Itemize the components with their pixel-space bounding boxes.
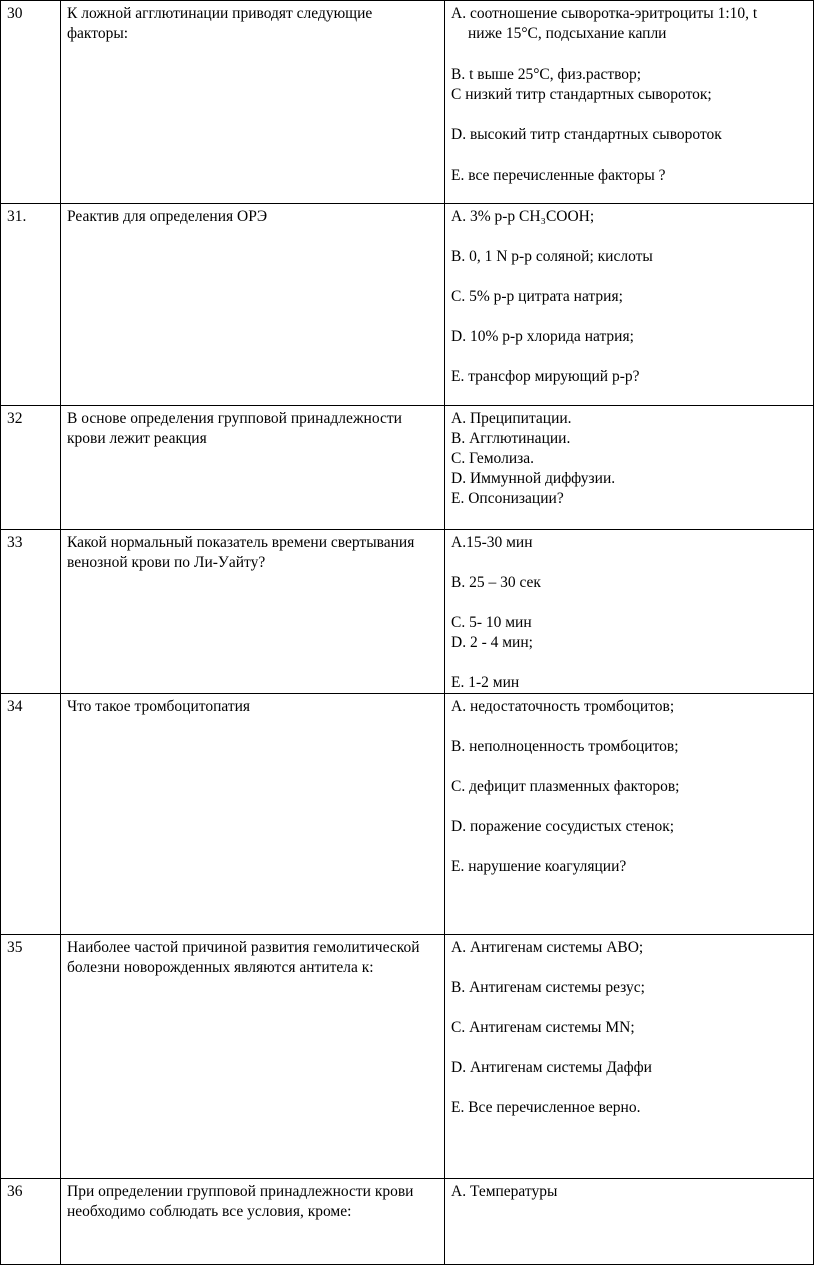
answer-option: B. Агглютинации.	[451, 430, 571, 447]
question-number: 32	[1, 406, 61, 530]
question-number: 30	[1, 1, 61, 204]
answer-option-continued: ниже 15°С, подсыхание капли	[468, 25, 667, 42]
answer-option: B. 0, 1 N р-р соляной; кислоты	[451, 248, 653, 265]
answer-option: E. 1-2 мин	[451, 674, 520, 691]
answer-option: E. Все перечисленное верно.	[451, 1099, 641, 1116]
answer-options	[445, 935, 814, 1179]
question-text: Что такое тромбоцитопатия	[61, 694, 445, 935]
question-number: 31.	[1, 204, 61, 406]
question-text: Реактив для определения ОРЭ	[61, 204, 445, 406]
answer-option: B. t выше 25°С, физ.раствор;	[451, 66, 642, 83]
table-row	[1, 1179, 814, 1265]
answer-option: A. соотношение сыворотка-эритроциты 1:10, t	[451, 5, 758, 22]
answer-option: A. недостаточность тромбоцитов;	[451, 698, 675, 715]
answer-option: B. неполноценность тромбоцитов;	[451, 738, 679, 755]
answer-option: D. Иммунной диффузии.	[451, 470, 616, 487]
answer-option: D. 2 - 4 мин;	[451, 634, 533, 651]
answer-option: C. Антигенам системы MN;	[451, 1019, 635, 1036]
question-text: В основе определения групповой принадлежности крови лежит реакция	[61, 406, 445, 530]
answer-option: D. поражение сосудистых стенок;	[451, 818, 675, 835]
answer-option: E. трансфор мирующий р-р?	[451, 368, 640, 385]
table-row	[1, 694, 814, 935]
answer-option: B. 25 – 30 сек	[451, 574, 541, 591]
table-row	[1, 1, 814, 204]
answer-option: C. Гемолиза.	[451, 450, 535, 467]
question-text: Наиболее частой причиной развития гемолитической болезни новорожденных являются антитела к:	[61, 935, 445, 1179]
answer-options	[445, 1179, 814, 1265]
answer-options	[445, 406, 814, 530]
answer-option: B. Антигенам системы резус;	[451, 979, 645, 996]
question-text: К ложной агглютинации приводят следующие факторы:	[61, 1, 445, 204]
answer-option: A.15-30 мин	[451, 534, 533, 551]
answer-option: E. Опсонизации?	[451, 490, 564, 507]
table-row	[1, 935, 814, 1179]
answer-options	[445, 530, 814, 694]
answer-option: C низкий титр стандартных сывороток;	[451, 86, 712, 103]
table-row	[1, 406, 814, 530]
answer-options	[445, 204, 814, 406]
answer-options	[445, 1, 814, 204]
answer-option: D. 10% р-р хлорида натрия;	[451, 328, 634, 345]
answer-option: E. все перечисленные факторы ?	[451, 167, 666, 184]
answer-option: A. 3% р-р CH₃COOH;	[451, 208, 595, 225]
answer-option: C. 5- 10 мин	[451, 614, 532, 631]
answer-option: A. Преципитации.	[451, 410, 572, 427]
answer-option: D. Антигенам системы Даффи	[451, 1059, 652, 1076]
answer-option: E. нарушение коагуляции?	[451, 858, 627, 875]
answer-option: A. Антигенам системы АВО;	[451, 939, 644, 956]
question-text: При определении групповой принадлежности крови необходимо соблюдать все условия, кроме:	[61, 1179, 445, 1265]
answer-options	[445, 694, 814, 935]
table-row	[1, 530, 814, 694]
table-row	[1, 204, 814, 406]
question-number: 36	[1, 1179, 61, 1265]
question-number: 35	[1, 935, 61, 1179]
question-number: 33	[1, 530, 61, 694]
question-text: Какой нормальный показатель времени свертывания венозной крови по Ли-Уайту?	[61, 530, 445, 694]
answer-option: C. дефицит плазменных факторов;	[451, 778, 680, 795]
answer-option: C. 5% р-р цитрата натрия;	[451, 288, 623, 305]
question-number: 34	[1, 694, 61, 935]
answer-option: A. Температуры	[451, 1183, 558, 1200]
answer-option: D. высокий титр стандартных сывороток	[451, 126, 722, 143]
